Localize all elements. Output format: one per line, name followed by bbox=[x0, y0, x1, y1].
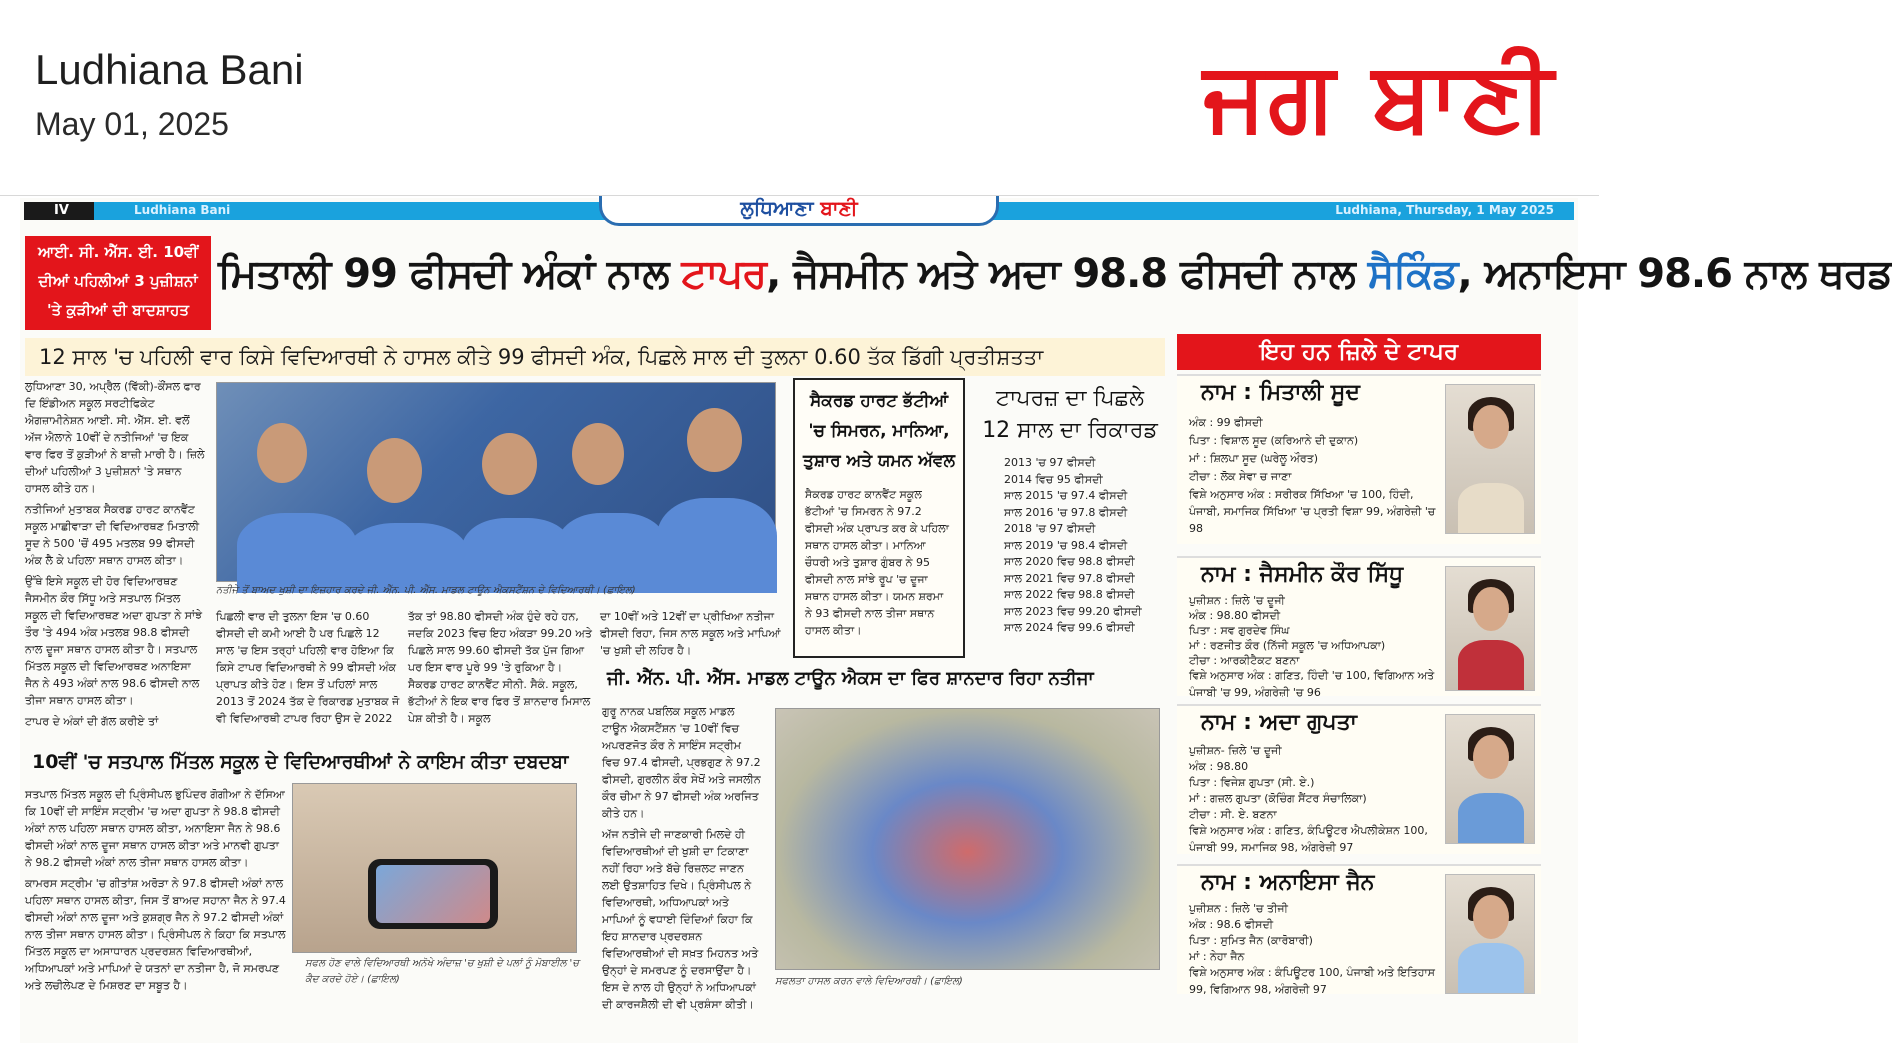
article-paragraph: ਲੁਧਿਆਣਾ 30, ਅਪ੍ਰੈਲ (ਵਿੱਕੀ)-ਕੌਂਸਲ ਫਾਰ ਦਿ ਇੰਡੀਅਨ ਸਕੂਲ ਸਰਟੀਫਿਕੇਟ ਐਗਜ਼ਾਮੀਨੇਸ਼ਨ ਆਈ. ਸੀ. ਐੱਸ. ਈ. ਵਲੋਂ ਅੱਜ ਐਲਾਨੇ 10ਵੀਂ ਦੇ ਨਤੀਜਿਆਂ 'ਚ ਇਕ ਵਾਰ ਫਿਰ ਤੋਂ ਕੁੜੀਆਂ ਨੇ ਬਾਜ਼ੀ ਮਾਰੀ ਹੈ। ਜ਼ਿਲੇ ਦੀਆਂ ਪਹਿਲੀਆਂ 3 ਪੁਜ਼ੀਸ਼ਨਾਂ 'ਤੇ ਸਥਾਨ ਹਾਸਲ ਕੀਤੇ ਹਨ। bbox=[25, 380, 205, 495]
record-row: ਸਾਲ 2024 ਵਿਚ 99.6 ਫੀਸਦੀ bbox=[1004, 621, 1135, 634]
headline-highlight-topper: ਟਾਪਰ bbox=[681, 251, 767, 297]
headline-highlight-second: ਸੈਕਿੰਡ bbox=[1367, 251, 1458, 297]
sidebox-title: ਸੈਕਰਡ ਹਾਰਟ ਭੱਟੀਆਂ 'ਚ ਸਿਮਰਨ, ਮਾਨਿਆ, ਤੁਸ਼ਾਰ ਅਤੇ ਯਮਨ ਅੱਵਲ bbox=[803, 391, 955, 471]
topper-detail: ਅੰਕ : 99 ਫੀਸਦੀ bbox=[1189, 416, 1263, 429]
celebration-photo-caption: ਨਤੀਜੇ ਤੋਂ ਬਾਅਦ ਖੁਸ਼ੀ ਦਾ ਇਜ਼ਹਾਰ ਕਰਦੇ ਜੀ. ਐੱਨ. ਪੀ. ਐੱਸ. ਮਾਡਲ ਟਾਊਨ ਐਕਸਟੈਂਸ਼ਨ ਦੇ ਵਿਦਿਆਰਥੀ। (ਛਾਇਲ) bbox=[216, 585, 636, 596]
topper-detail: ਮਾਂ : ਗਜ਼ਲ ਗੁਪਤਾ (ਕੋਚਿੰਗ ਸੈਂਟਰ ਸੰਚਾਲਿਕਾ) bbox=[1189, 792, 1367, 805]
lead-story-column bbox=[25, 378, 205, 738]
ribbon-edition: Ludhiana Bani bbox=[134, 203, 231, 217]
topper-detail: ਟੀਚਾ : ਆਰਕੀਟੈਕਟ ਬਣਨਾ bbox=[1189, 654, 1300, 667]
record-row: 2018 'ਚ 97 ਫੀਸਦੀ bbox=[1004, 522, 1096, 535]
edition-name: Ludhiana Bani bbox=[35, 46, 304, 93]
topper-portrait bbox=[1445, 566, 1535, 691]
record-row: 2013 'ਚ 97 ਫੀਸਦੀ bbox=[1004, 456, 1096, 469]
record-title: ਟਾਪਰਜ਼ ਦਾ ਪਿਛਲੇ 12 ਸਾਲ ਦਾ ਰਿਕਾਰਡ bbox=[982, 386, 1158, 443]
group-photo-caption: ਸਫਲਤਾ ਹਾਸਲ ਕਰਨ ਵਾਲੇ ਵਿਦਿਆਰਥੀ। (ਛਾਇਲ) bbox=[775, 976, 963, 987]
topper-detail: ਮਾਂ : ਰਣਜੀਤ ਕੌਰ (ਨਿੱਜੀ ਸਕੂਲ 'ਚ ਅਧਿਆਪਕਾ) bbox=[1189, 639, 1386, 652]
article-paragraph: ਸਤਪਾਲ ਮਿੱਤਲ ਸਕੂਲ ਦੀ ਪ੍ਰਿੰਸੀਪਲ ਭੁਪਿੰਦਰ ਗੋਗੀਆ ਨੇ ਦੱਸਿਆ ਕਿ 10ਵੀਂ ਦੀ ਸਾਇੰਸ ਸਟ੍ਰੀਮ 'ਚ ਅਦਾ ਗੁਪਤਾ ਨੇ 98.8 ਫੀਸਦੀ ਅੰਕਾਂ ਨਾਲ ਪਹਿਲਾ ਸਥਾਨ ਹਾਸਲ ਕੀਤਾ, ਅਨਾਇਸਾ ਜੈਨ ਨੇ 98.6 ਫੀਸਦੀ ਅੰਕਾਂ ਨਾਲ ਦੂਜਾ ਸਥਾਨ ਹਾਸਲ ਕੀਤਾ ਅਤੇ ਮਾਨਵੀ ਗੁਪਤਾ ਨੇ 98.2 ਫੀਸਦੀ ਅੰਕਾਂ ਨਾਲ ਤੀਜਾ ਸਥਾਨ ਹਾਸਲ ਕੀਤਾ। bbox=[25, 788, 285, 869]
topper-detail: ਅੰਕ : 98.80 bbox=[1189, 760, 1249, 773]
article-paragraph: ਉੱਥੇ ਇਸੇ ਸਕੂਲ ਦੀ ਹੋਰ ਵਿਦਿਆਰਥਣ ਜੈਸਮੀਨ ਕੌਰ ਸਿੱਧੂ ਅਤੇ ਸਤਪਾਲ ਮਿੱਤਲ ਸਕੂਲ ਦੀ ਵਿਦਿਆਰਥਣ ਅਦਾ ਗੁਪਤਾ ਨੇ ਸਾਂਝੇ ਤੌਰ 'ਤੇ 494 ਅੰਕ ਮਤਲਬ 98.8 ਫੀਸਦੀ ਨਾਲ ਦੂਜਾ ਸਥਾਨ ਹਾਸਲ ਕੀਤਾ ਹੈ। ਸਤਪਾਲ ਮਿੱਤਲ ਸਕੂਲ ਦੀ ਵਿਦਿਆਰਥਣ ਅਨਾਇਸਾ ਜੈਨ ਨੇ 493 ਅੰਕਾਂ ਨਾਲ 98.6 ਫੀਸਦੀ ਨਾਲ ਤੀਜਾ ਸਥਾਨ ਹਾਸਲ ਕੀਤਾ। bbox=[25, 575, 203, 707]
article-paragraph: ਗੁਰੂ ਨਾਨਕ ਪਬਲਿਕ ਸਕੂਲ ਮਾਡਲ ਟਾਊਨ ਐਕਸਟੈਂਸ਼ਨ 'ਚ 10ਵੀਂ ਵਿਚ ਅਪਰਣਜੋਤ ਕੌਰ ਨੇ ਸਾਇੰਸ ਸਟ੍ਰੀਮ ਵਿਚ 97.4 ਫੀਸਦੀ, ਪ੍ਰਭਗੁਣ ਨੇ 97.2 ਫੀਸਦੀ, ਗੁਰਲੀਨ ਕੌਰ ਸੇਖੋਂ ਅਤੇ ਜਸਲੀਨ ਕੌਰ ਚੀਮਾ ਨੇ 97 ਫੀਸਦੀ ਅੰਕ ਅਰਜਿਤ ਕੀਤੇ ਹਨ। bbox=[602, 705, 761, 820]
sub-headline-strap: 12 ਸਾਲ 'ਚ ਪਹਿਲੀ ਵਾਰ ਕਿਸੇ ਵਿਦਿਆਰਥੀ ਨੇ ਹਾਸਲ ਕੀਤੇ 99 ਫੀਸਦੀ ਅੰਕ, ਪਿਛਲੇ ਸਾਲ ਦੀ ਤੁਲਨਾ 0.60 ਤੱਕ ਡਿੱਗੀ ਪ੍ਰਤੀਸ਼ਤਤਾ bbox=[25, 338, 1165, 376]
article-paragraph: ਅੱਜ ਨਤੀਜੇ ਦੀ ਜਾਣਕਾਰੀ ਮਿਲਦੇ ਹੀ ਵਿਦਿਆਰਥੀਆਂ ਦੀ ਖੁਸ਼ੀ ਦਾ ਟਿਕਾਣਾ ਨਹੀਂ ਰਿਹਾ ਅਤੇ ਬੱਚੇ ਰਿਜ਼ਲਟ ਜਾਣਨ ਲਈ ਉਤਸ਼ਾਹਿਤ ਦਿਖੇ। ਪ੍ਰਿੰਸੀਪਲ ਨੇ ਵਿਦਿਆਰਥੀ, ਅਧਿਆਪਕਾਂ ਅਤੇ ਮਾਪਿਆਂ ਨੂੰ ਵਧਾਈ ਦਿੰਦਿਆਂ ਕਿਹਾ ਕਿ ਇਹ ਸ਼ਾਨਦਾਰ ਪ੍ਰਦਰਸ਼ਨ ਵਿਦਿਆਰਥੀਆਂ ਦੀ ਸਖ਼ਤ ਮਿਹਨਤ ਅਤੇ ਉਨ੍ਹਾਂ ਦੇ ਸਮਰਪਣ ਨੂੰ ਦਰਸਾਉਂਦਾ ਹੈ। ਇਸ ਦੇ ਨਾਲ ਹੀ ਉਨ੍ਹਾਂ ਨੇ ਅਧਿਆਪਕਾਂ ਦੀ ਕਾਰਜਸ਼ੈਲੀ ਦੀ ਵੀ ਪ੍ਰਸ਼ੰਸਾ ਕੀਤੀ। bbox=[602, 828, 759, 1011]
page-header bbox=[0, 0, 1599, 196]
kicker-line: ਦੀਆਂ ਪਹਿਲੀਆਂ 3 ਪੁਜ਼ੀਸ਼ਨਾਂ bbox=[38, 272, 198, 290]
edition-date: May 01, 2025 bbox=[35, 106, 229, 142]
headline-part: , ਅਨਾਇਸਾ 98.6 ਨਾਲ ਥਰਡ bbox=[1457, 251, 1892, 297]
record-list bbox=[980, 455, 1160, 637]
topper-detail: ਅੰਕ : 98.80 ਫੀਸਦੀ bbox=[1189, 609, 1281, 622]
topper-detail: ਪੁਜ਼ੀਸ਼ਨ : ਜ਼ਿਲੇ 'ਚ ਤੀਜੀ bbox=[1189, 902, 1288, 915]
topper-detail: ਪੁਜ਼ੀਸ਼ਨ- ਜ਼ਿਲੇ 'ਚ ਦੂਜੀ bbox=[1189, 744, 1282, 757]
record-row: ਸਾਲ 2019 'ਚ 98.4 ਫੀਸਦੀ bbox=[1004, 538, 1128, 552]
topper-name: ਨਾਮ : ਜੈਸਮੀਨ ਕੌਰ ਸਿੱਧੂ bbox=[1201, 562, 1404, 587]
headline-part: , ਜੈਸਮੀਨ ਅਤੇ ਅਦਾ 98.8 ਫੀਸਦੀ ਨਾਲ bbox=[766, 251, 1368, 297]
record-row: ਸਾਲ 2023 ਵਿਚ 99.20 ਫੀਸਦੀ bbox=[1004, 604, 1142, 618]
topper-detail: ਪਿਤਾ : ਸੁਮਿਤ ਜੈਨ (ਕਾਰੋਬਾਰੀ) bbox=[1189, 934, 1313, 947]
story3-column bbox=[602, 703, 762, 1013]
topper-detail: ਪਿਤਾ : ਸਵ ਗੁਰਦੇਵ ਸਿੰਘ bbox=[1189, 624, 1290, 637]
story3-headline: ਜੀ. ਐੱਨ. ਪੀ. ਐੱਸ. ਮਾਡਲ ਟਾਊਨ ਐਕਸ ਦਾ ਫਿਰ ਸ਼ਾਨਦਾਰ ਰਿਹਾ ਨਤੀਜਾ bbox=[607, 668, 1094, 689]
article-column: ਪਿਛਲੀ ਵਾਰ ਦੀ ਤੁਲਨਾ ਇਸ 'ਚ 0.60 ਫੀਸਦੀ ਦੀ ਕਮੀ ਆਈ ਹੈ ਪਰ ਪਿਛਲੇ 12 ਸਾਲ 'ਚ ਇਸ ਤਰ੍ਹਾਂ ਪਹਿਲੀ ਵਾਰ ਹੋਇਆ ਕਿ ਕਿਸੇ ਟਾਪਰ ਵਿਦਿਆਰਥੀ ਨੇ 99 ਫੀਸਦੀ ਅੰਕ ਪ੍ਰਾਪਤ ਕੀਤੇ ਹੋਣ। ਇਸ ਤੋਂ ਪਹਿਲਾਂ ਸਾਲ 2013 ਤੋਂ 2024 ਤੱਕ ਦੇ ਰਿਕਾਰਡ ਮੁਤਾਬਕ ਜੋ ਵੀ ਵਿਦਿਆਰਥੀ ਟਾਪਰ ਰਿਹਾ ਉਸ ਦੇ 2022 bbox=[216, 610, 400, 725]
topper-detail: ਅੰਕ : 98.6 ਫੀਸਦੀ bbox=[1189, 918, 1274, 931]
kicker-line: ਆਈ. ਸੀ. ਐੱਸ. ਈ. 10ਵੀਂ bbox=[38, 243, 198, 261]
page-ribbon bbox=[24, 196, 1574, 220]
topper-detail: ਪਿਤਾ : ਵਿਸ਼ਾਲ ਸੂਦ (ਕਰਿਆਨੇ ਦੀ ਦੁਕਾਨ) bbox=[1189, 434, 1359, 447]
article-column: ਦਾ 10ਵੀਂ ਅਤੇ 12ਵੀਂ ਦਾ ਪ੍ਰੀਖਿਆ ਨਤੀਜਾ ਫੀਸਦੀ ਰਿਹਾ, ਜਿਸ ਨਾਲ ਸਕੂਲ ਅਤੇ ਮਾਪਿਆਂ 'ਚ ਖੁਸ਼ੀ ਦੀ ਲਹਿਰ ਹੈ। bbox=[600, 610, 781, 657]
article-paragraph: ਨਤੀਜਿਆਂ ਮੁਤਾਬਕ ਸੈਕਰਡ ਹਾਰਟ ਕਾਨਵੈਂਟ ਸਕੂਲ ਮਾਛੀਵਾੜਾ ਦੀ ਵਿਦਿਆਰਥਣ ਮਿਤਾਲੀ ਸੂਦ ਨੇ 500 'ਚੋਂ 495 ਮਤਲਬ 99 ਫੀਸਦੀ ਅੰਕ ਲੈ ਕੇ ਪਹਿਲਾ ਸਥਾਨ ਹਾਸਲ ਕੀਤਾ। bbox=[25, 503, 200, 567]
topper-portrait bbox=[1445, 384, 1535, 534]
topper-detail: ਟੀਚਾ : ਲੋਕ ਸੇਵਾ ਚ ਜਾਣਾ bbox=[1189, 470, 1292, 483]
story2-headline: 10ਵੀਂ 'ਚ ਸਤਪਾਲ ਮਿੱਤਲ ਸਕੂਲ ਦੇ ਵਿਦਿਆਰਥੀਆਂ ਨੇ ਕਾਇਮ ਕੀਤਾ ਦਬਦਬਾ bbox=[32, 751, 569, 773]
phone-icon bbox=[368, 859, 498, 929]
ribbon-dateline: Ludhiana, Thursday, 1 May 2025 bbox=[1335, 203, 1554, 217]
record-box bbox=[980, 383, 1160, 663]
newspaper-page bbox=[20, 196, 1892, 1043]
topper-detail: ਮਾਂ : ਸ਼ਿਲਪਾ ਸੂਦ (ਘਰੇਲੂ ਔਰਤ) bbox=[1189, 452, 1319, 465]
selfie-phone-photo bbox=[292, 783, 577, 953]
topper-detail: ਪਿਤਾ : ਵਿਜੇਸ਼ ਗੁਪਤਾ (ਸੀ. ਏ.) bbox=[1189, 776, 1315, 789]
topper-name: ਨਾਮ : ਮਿਤਾਲੀ ਸੂਦ bbox=[1201, 380, 1360, 405]
topper-detail: ਵਿਸ਼ੇ ਅਨੁਸਾਰ ਅੰਕ : ਗਣਿਤ, ਹਿੰਦੀ 'ਚ 100, ਵਿਗਿਆਨ ਅਤੇ ਪੰਜਾਬੀ 'ਚ 99, ਅੰਗਰੇਜ਼ੀ 'ਚ 96 bbox=[1189, 669, 1435, 699]
record-row: ਸਾਲ 2022 ਵਿਚ 98.8 ਫੀਸਦੀ bbox=[1004, 588, 1135, 601]
topper-detail: ਪੁਜ਼ੀਸ਼ਨ : ਜ਼ਿਲੇ 'ਚ ਦੂਜੀ bbox=[1189, 594, 1285, 607]
sidebox-body: ਸੈਕਰਡ ਹਾਰਟ ਕਾਨਵੈਂਟ ਸਕੂਲ ਭੱਟੀਆਂ 'ਚ ਸਿਮਰਨ ਨੇ 97.2 ਫੀਸਦੀ ਅੰਕ ਪ੍ਰਾਪਤ ਕਰ ਕੇ ਪਹਿਲਾ ਸਥਾਨ ਹਾਸਲ ਕੀਤਾ। ਮਾਨਿਆ ਚੌਧਰੀ ਅਤੇ ਤੁਸ਼ਾਰ ਗੁੰਬਰ ਨੇ 95 ਫੀਸਦੀ ਨਾਲ ਸਾਂਝੇ ਰੂਪ 'ਚ ਦੂਜਾ ਸਥਾਨ ਹਾਸਲ ਕੀਤਾ। ਯਮਨ ਸ਼ਰਮਾ ਨੇ 93 ਫੀਸਦੀ ਨਾਲ ਤੀਜਾ ਸਥਾਨ ਹਾਸਲ ਕੀਤਾ। bbox=[805, 488, 949, 637]
group-crowd-photo bbox=[775, 708, 1160, 970]
celebration-photo bbox=[216, 382, 776, 582]
selfie-photo-caption: ਸਫਲ ਹੋਣ ਵਾਲੇ ਵਿਦਿਆਰਥੀ ਅਨੋਖੇ ਅੰਦਾਜ਼ 'ਚ ਖੁਸ਼ੀ ਦੇ ਪਲਾਂ ਨੂੰ ਮੋਬਾਈਲ 'ਚ ਕੈਦ ਕਰਦੇ ਹੋਏ। (ਛਾਇਲ) bbox=[305, 958, 580, 985]
topper-detail: ਵਿਸ਼ੇ ਅਨੁਸਾਰ ਅੰਕ : ਗਣਿਤ, ਕੰਪਿਊਟਰ ਐਪਲੀਕੇਸ਼ਨ 100, ਪੰਜਾਬੀ 99, ਸਮਾਜਿਕ 98, ਅੰਗਰੇਜ਼ੀ 97 bbox=[1189, 824, 1428, 854]
kicker-box bbox=[25, 236, 211, 330]
record-row: ਸਾਲ 2020 ਵਿਚ 98.8 ਫੀਸਦੀ bbox=[1004, 555, 1135, 568]
topper-portrait bbox=[1445, 714, 1535, 844]
topper-detail: ਵਿਸ਼ੇ ਅਨੁਸਾਰ ਅੰਕ : ਸਰੀਰਕ ਸਿੱਖਿਆ 'ਚ 100, ਹਿੰਦੀ, ਪੰਜਾਬੀ, ਸਮਾਜਿਕ ਸਿੱਖਿਆ 'ਚ ਪ੍ਰਤੀ ਵਿਸ਼ਾ 99, ਅੰਗਰੇਜ਼ੀ 'ਚ 98 bbox=[1189, 488, 1436, 535]
section-logo bbox=[599, 196, 999, 226]
headline-part: ਮਿਤਾਲੀ 99 ਫੀਸਦੀ ਅੰਕਾਂ ਨਾਲ bbox=[218, 251, 682, 297]
section-logo-part-a: ਲੁਧਿਆਣਾ bbox=[740, 196, 814, 220]
article-paragraph: ਟਾਪਰ ਦੇ ਅੰਕਾਂ ਦੀ ਗੱਲ ਕਰੀਏ ਤਾਂ bbox=[25, 715, 159, 728]
topper-detail: ਵਿਸ਼ੇ ਅਨੁਸਾਰ ਅੰਕ : ਕੰਪਿਊਟਰ 100, ਪੰਜਾਬੀ ਅਤੇ ਇਤਿਹਾਸ 99, ਵਿਗਿਆਨ 98, ਅੰਗਰੇਜ਼ੀ 97 bbox=[1189, 966, 1435, 996]
page-number: IV bbox=[24, 202, 94, 220]
article-paragraph: ਕਾਮਰਸ ਸਟ੍ਰੀਮ 'ਚ ਗੀਤਾਂਸ਼ ਅਰੋੜਾ ਨੇ 97.8 ਫੀਸਦੀ ਅੰਕਾਂ ਨਾਲ ਪਹਿਲਾ ਸਥਾਨ ਹਾਸਲ ਕੀਤਾ, ਜਿਸ ਤੋਂ ਬਾਅਦ ਸਹਾਨਾ ਜੈਨ ਨੇ 97.4 ਫੀਸਦੀ ਅੰਕਾਂ ਨਾਲ ਦੂਜਾ ਅਤੇ ਕੁਸ਼ਗ੍ਰ ਜੈਨ ਨੇ 97.2 ਫੀਸਦੀ ਅੰਕਾਂ ਨਾਲ ਤੀਜਾ ਸਥਾਨ ਹਾਸਲ ਕੀਤਾ। ਪ੍ਰਿੰਸੀਪਲ ਨੇ ਕਿਹਾ ਕਿ ਸਤਪਾਲ ਮਿੱਤਲ ਸਕੂਲ ਦਾ ਅਸਾਧਾਰਨ ਪ੍ਰਦਰਸ਼ਨ ਵਿਦਿਆਰਥੀਆਂ, ਅਧਿਆਪਕਾਂ ਅਤੇ ਮਾਪਿਆਂ ਦੇ ਯਤਨਾਂ ਦਾ ਨਤੀਜਾ ਹੈ, ਜੋ ਸਮਰਪਣ ਅਤੇ ਲਚੀਲੇਪਣ ਦੇ ਮਿਸ਼ਰਣ ਦਾ ਸਬੂਤ ਹੈ। bbox=[25, 877, 286, 992]
topper-portrait bbox=[1445, 874, 1535, 994]
kicker-line: 'ਤੇ ਕੁੜੀਆਂ ਦੀ ਬਾਦਸ਼ਾਹਤ bbox=[47, 301, 189, 319]
topper-card bbox=[1177, 864, 1541, 994]
story2-column bbox=[25, 786, 287, 1011]
topper-name: ਨਾਮ : ਅਨਾਇਸਾ ਜੈਨ bbox=[1201, 870, 1375, 895]
sacred-heart-sidebox bbox=[793, 378, 965, 658]
toppers-banner: ਇਹ ਹਨ ਜ਼ਿਲੇ ਦੇ ਟਾਪਰ bbox=[1177, 334, 1541, 370]
record-row: 2014 ਵਿਚ 95 ਫੀਸਦੀ bbox=[1004, 472, 1103, 486]
topper-detail: ਟੀਚਾ : ਸੀ. ਏ. ਬਣਨਾ bbox=[1189, 808, 1277, 821]
topper-name: ਨਾਮ : ਅਦਾ ਗੁਪਤਾ bbox=[1201, 710, 1357, 735]
section-logo-part-b: ਬਾਣੀ bbox=[820, 196, 858, 220]
record-row: ਸਾਲ 2016 'ਚ 97.8 ਫੀਸਦੀ bbox=[1004, 505, 1128, 519]
article-column: ਤੱਕ ਤਾਂ 98.80 ਫੀਸਦੀ ਅੰਕ ਹੁੰਦੇ ਰਹੇ ਹਨ, ਜਦਕਿ 2023 ਵਿਚ ਇਹ ਅੰਕੜਾ 99.20 ਅਤੇ ਪਿਛਲੇ ਸਾਲ 99.60 ਫੀਸਦੀ ਤੱਕ ਪੁੱਜ ਗਿਆ ਪਰ ਇਸ ਵਾਰ ਪੂਰੇ 99 'ਤੇ ਰੁਕਿਆ ਹੈ। ਸੈਕਰਡ ਹਾਰਟ ਕਾਨਵੈਂਟ ਸੀਨੀ. ਸੈਕੰ. ਸਕੂਲ, ਭੱਟੀਆਂ ਨੇ ਇਕ ਵਾਰ ਫਿਰ ਤੋਂ ਸ਼ਾਨਦਾਰ ਮਿਸਾਲ ਪੇਸ਼ ਕੀਤੀ ਹੈ। ਸਕੂਲ bbox=[408, 610, 592, 725]
topper-detail: ਮਾਂ : ਨੇਹਾ ਜੈਨ bbox=[1189, 950, 1245, 963]
main-headline bbox=[218, 251, 1892, 297]
topper-card bbox=[1177, 374, 1541, 544]
record-row: ਸਾਲ 2021 ਵਿਚ 97.8 ਫੀਸਦੀ bbox=[1004, 571, 1135, 585]
topper-card bbox=[1177, 556, 1541, 699]
record-row: ਸਾਲ 2015 'ਚ 97.4 ਫੀਸਦੀ bbox=[1004, 489, 1128, 502]
masthead-logo: ਜਗ ਬਾਣੀ bbox=[1203, 40, 1555, 152]
topper-card bbox=[1177, 704, 1541, 854]
